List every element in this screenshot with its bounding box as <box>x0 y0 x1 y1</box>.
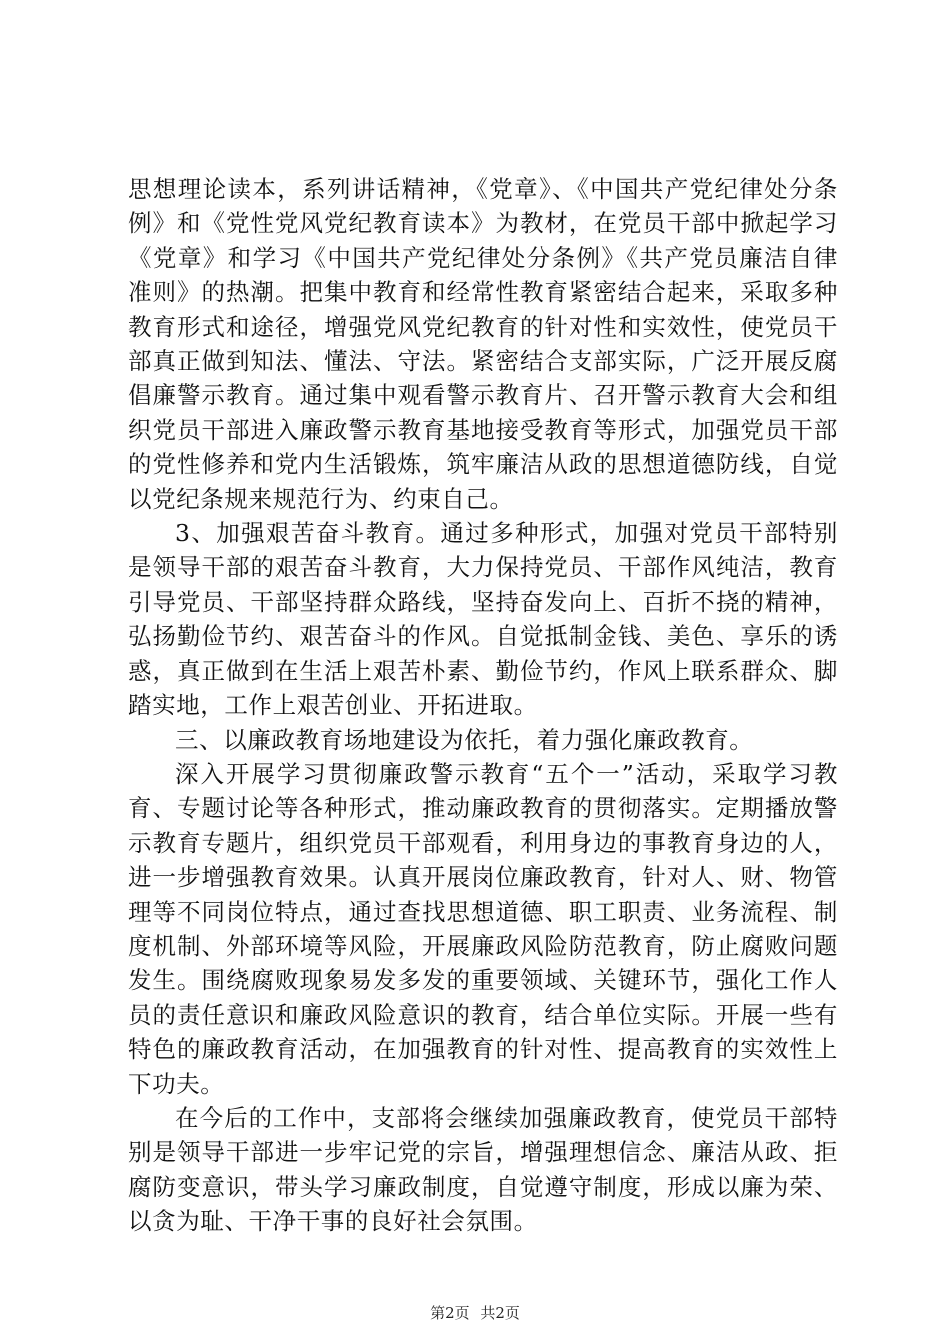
section-heading-3: 三、以廉政教育场地建设为依托，着力强化廉政教育。 <box>175 725 754 754</box>
document-body <box>128 172 838 1239</box>
page-number-total: 共2页 <box>480 1304 520 1322</box>
paragraph-1: 思想理论读本，系列讲话精神，《党章》、《中国共产党纪律处分条例》和《党性党风党纪教育读本》为教材，在党员干部中掀起学习《党章》和学习《中国共产党纪律处分条例》《共产党员廉洁自律准则》的热潮。把集中教育和经常性教育紧密结合起来，采取多种教育形式和途径，增强党风党纪教育的针对性和实效性，使党员干部真正做到知法、懂法、守法。紧密结合支部实际，广泛开展反腐倡廉警示教育。通过集中观看警示教育片、召开警示教育大会和组织党员干部进入廉政警示教育基地接受教育等形式，加强党员干部的党性修养和党内生活锻炼，筑牢廉洁从政的思想道德防线，自觉以党纪条规来规范行为、约束自己。 <box>128 175 838 513</box>
paragraph-4: 深入开展学习贯彻廉政警示教育“五个一”活动，采取学习教育、专题讨论等各种形式，推动廉政教育的贯彻落实。定期播放警示教育专题片，组织党员干部观看，利用身边的事教育身边的人，进一步增强教育效果。认真开展岗位廉政教育，针对人、财、物管理等不同岗位特点，通过查找思想道德、职工职责、业务流程、制度机制、外部环境等风险，开展廉政风险防范教育，防止腐败问题发生。围绕腐败现象易发多发的重要领域、关键环节，强化工作人员的责任意识和廉政风险意识的教育，结合单位实际。开展一些有特色的廉政教育活动，在加强教育的针对性、提高教育的实效性上下功夫。 <box>128 759 838 1098</box>
paragraph-2: 3、加强艰苦奋斗教育。通过多种形式，加强对党员干部特别是领导干部的艰苦奋斗教育，大力保持党员、干部作风纯洁，教育引导党员、干部坚持群众路线，坚持奋发向上、百折不挠的精神，弘扬勤俭节约、艰苦奋斗的作风。自觉抵制金钱、美色、享乐的诱惑，真正做到在生活上艰苦朴素、勤俭节约，作风上联系群众、脚踏实地，工作上艰苦创业、开拓进取。 <box>128 519 838 720</box>
paragraph-5: 在今后的工作中，支部将会继续加强廉政教育，使党员干部特别是领导干部进一步牢记党的宗旨，增强理想信念、廉洁从政、拒腐防变意识，带头学习廉政制度，自觉遵守制度，形成以廉为荣、以贪为耻、干净干事的良好社会氛围。 <box>128 1103 838 1236</box>
page-footer <box>0 1303 950 1323</box>
page-number-current: 第2页 <box>430 1304 470 1322</box>
